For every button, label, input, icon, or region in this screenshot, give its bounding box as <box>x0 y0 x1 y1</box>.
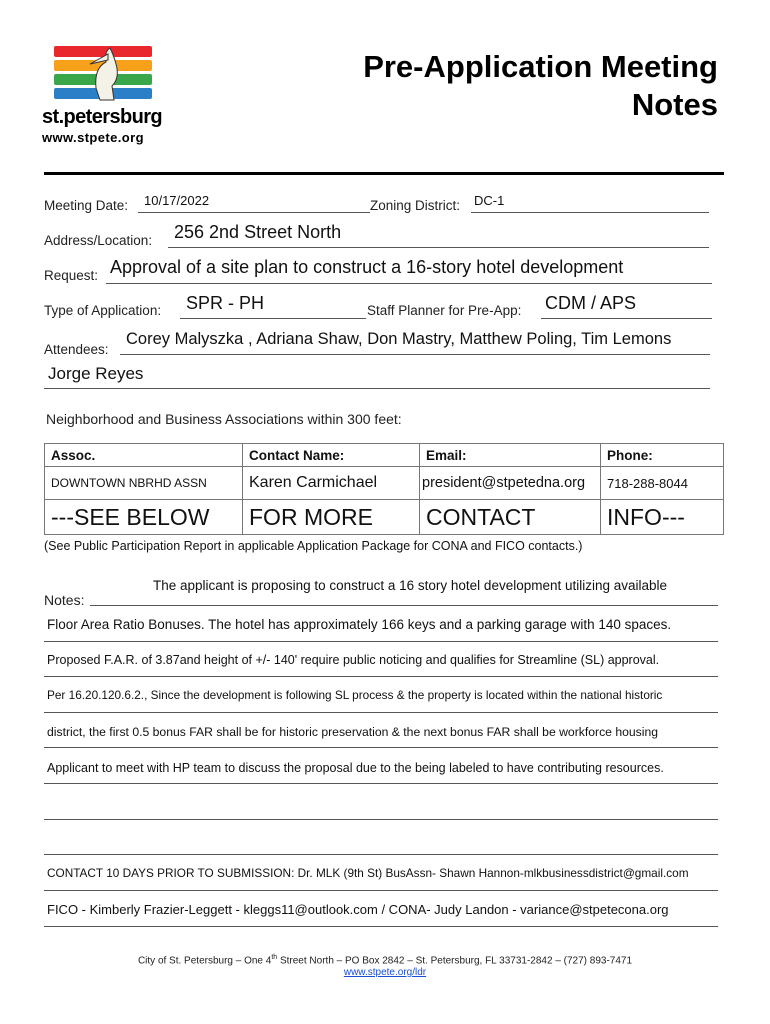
cell-contact[interactable]: Karen Carmichael <box>243 467 420 500</box>
attendees-value-1[interactable]: Corey Malyszka , Adriana Shaw, Don Mastry, Matthew Poling, Tim Lemons <box>126 330 672 348</box>
notes-line-10 <box>44 926 718 927</box>
type-value[interactable]: SPR - PH <box>186 293 265 313</box>
title-rule <box>44 172 724 175</box>
request-value[interactable]: Approval of a site plan to construct a 16-story hotel development <box>110 257 624 277</box>
zoning-label: Zoning District: <box>370 198 461 213</box>
attendees-line-1 <box>120 354 710 355</box>
notes-text-9[interactable]: CONTACT 10 DAYS PRIOR TO SUBMISSION: Dr. MLK (9th St) BusAssn- Shawn Hannon-mlkbusinessdistrict@gmail.com <box>47 866 689 880</box>
attendees-value-2[interactable]: Jorge Reyes <box>48 364 144 383</box>
notes-text-6[interactable]: Applicant to meet with HP team to discuss the proposal due to the being labeled to have contributing resources. <box>47 761 664 775</box>
type-line <box>180 318 366 319</box>
notes-text-3[interactable]: Proposed F.A.R. of 3.87and height of +/- 140' require public noticing and qualifies for Streamline (SL) approval. <box>47 653 660 667</box>
notes-text-5[interactable]: district, the first 0.5 bonus FAR shall be for historic preservation & the next bonus FAR shall be workforce housing <box>47 725 659 739</box>
meeting-date-line <box>138 212 370 213</box>
cell-assoc[interactable]: ---SEE BELOW <box>45 500 243 535</box>
attendees-line-2 <box>44 388 710 389</box>
notes-line-1 <box>90 605 718 606</box>
notes-text-1[interactable]: The applicant is proposing to construct a 16 story hotel development utilizing available <box>153 578 668 593</box>
cell-email[interactable]: president@stpetedna.org <box>420 467 601 500</box>
cell-email[interactable]: CONTACT <box>420 500 601 535</box>
notes-text-4[interactable]: Per 16.20.120.6.2., Since the development is following SL process & the property is located within the national historic <box>47 688 663 702</box>
request-label: Request: <box>44 268 99 283</box>
notes-line-6 <box>44 783 718 784</box>
city-logo <box>40 44 170 150</box>
notes-text-10[interactable]: FICO - Kimberly Frazier-Leggett - kleggs11@outlook.com / CONA- Judy Landon - variance@stpetecona.org <box>47 902 669 917</box>
logo-url: www.stpete.org <box>42 130 144 145</box>
notes-line-9 <box>44 890 718 891</box>
address-line <box>168 247 709 248</box>
cell-contact[interactable]: FOR MORE <box>243 500 420 535</box>
planner-value[interactable]: CDM / APS <box>545 293 637 313</box>
notes-text-2[interactable]: Floor Area Ratio Bonuses. The hotel has approximately 166 keys and a parking garage with 140 spaces. <box>47 617 672 632</box>
title-line-1: Pre-Application Meeting <box>363 49 718 84</box>
notes-line-8 <box>44 854 718 855</box>
footer-sup: th <box>271 954 278 961</box>
notes-label: Notes: <box>44 592 85 608</box>
address-label: Address/Location: <box>44 233 153 248</box>
footer-address <box>0 954 770 966</box>
notes-line-2 <box>44 641 718 642</box>
table-row <box>45 467 724 500</box>
table-header-row <box>45 444 724 467</box>
attendees-label: Attendees: <box>44 342 109 357</box>
notes-line-7 <box>44 819 718 820</box>
associations-note: (See Public Participation Report in applicable Application Package for CONA and FICO contacts.) <box>44 539 583 553</box>
title-line-2: Notes <box>631 87 718 122</box>
header-email: Email: <box>420 444 601 467</box>
notes-line-3 <box>44 676 718 677</box>
page-title <box>363 48 718 124</box>
request-line <box>106 283 712 284</box>
planner-line <box>541 318 712 319</box>
associations-table <box>44 443 724 535</box>
planner-label: Staff Planner for Pre-App: <box>367 303 522 318</box>
header-contact: Contact Name: <box>243 444 420 467</box>
table-row <box>45 500 724 535</box>
zoning-value[interactable]: DC-1 <box>474 193 505 208</box>
cell-phone[interactable]: INFO--- <box>601 500 724 535</box>
cell-assoc[interactable]: DOWNTOWN NBRHD ASSN <box>45 467 243 500</box>
cell-phone[interactable]: 718-288-8044 <box>601 467 724 500</box>
header-phone: Phone: <box>601 444 724 467</box>
header-assoc: Assoc. <box>45 444 243 467</box>
pelican-icon <box>80 44 130 104</box>
associations-heading: Neighborhood and Business Associations within 300 feet: <box>46 411 402 427</box>
footer-link-row <box>0 967 770 978</box>
notes-line-5 <box>44 747 718 748</box>
logo-name: st.petersburg <box>42 106 163 128</box>
zoning-line <box>471 212 709 213</box>
footer-address-part2: Street North – PO Box 2842 – St. Petersburg, FL 33731-2842 – (727) 893-7471 <box>277 955 633 967</box>
notes-line-4 <box>44 712 718 713</box>
meeting-date-label: Meeting Date: <box>44 198 129 213</box>
address-value[interactable]: 256 2nd Street North <box>174 222 342 242</box>
type-label: Type of Application: <box>44 303 162 318</box>
footer-link[interactable]: www.stpete.org/ldr <box>343 967 427 978</box>
footer-address-part1: City of St. Petersburg – One 4 <box>137 955 272 967</box>
meeting-date-value[interactable]: 10/17/2022 <box>144 193 210 208</box>
